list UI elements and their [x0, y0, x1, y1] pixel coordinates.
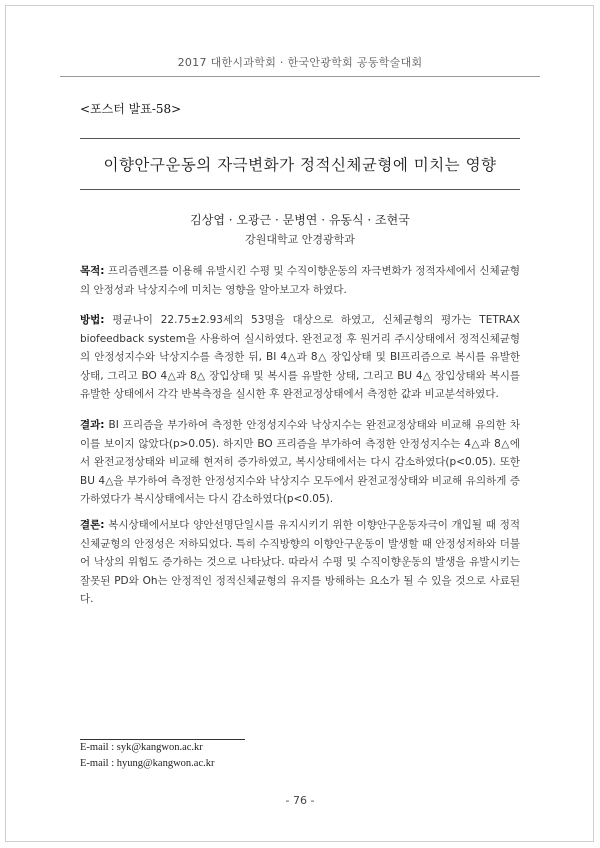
footnote-email-2: E-mail : hyung@kangwon.ac.kr	[80, 758, 215, 769]
footnote-rule	[80, 739, 245, 740]
method-label: 방법:	[80, 314, 105, 326]
page-number: - 76 -	[285, 794, 315, 807]
method-paragraph	[80, 311, 520, 404]
paper-title: 이향안구운동의 자극변화가 정적신체균형에 미치는 영향	[103, 156, 497, 174]
running-header: 2017 대한시과학회 · 한국안광학회 공동학술대회	[177, 56, 423, 69]
purpose-paragraph	[80, 262, 520, 299]
conclusion-text: 복시상태에서보다 양안선명단일시를 유지시키기 위한 이향안구운동자극이 개입될 때 정적신체균형의 안정성은 저하되었다. 특히 수직방향의 이향안구운동이 발생할 때 안정성저하와 더불어 낙상의 위험도 증가하는 것으로 나타났다. 따라서 수평 및 수직이향운동의 발생을 유발시키는 잘못된 PD와 Oh는 안정적인 정적신체균형의 유지를 방해하는 요소가 될 수 있을 것으로 사료된다.	[80, 519, 520, 606]
purpose-text: 프리즘렌즈를 이용해 유발시킨 수평 및 수직이향운동의 자극변화가 정적자세에서 신체균형의 안정성과 낙상지수에 미치는 영향을 알아보고자 하였다.	[80, 265, 520, 296]
poster-tag: <포스터 발표-58>	[80, 102, 182, 116]
conclusion-paragraph	[80, 516, 520, 609]
footnote-email-1: E-mail : syk@kangwon.ac.kr	[80, 742, 203, 753]
authors: 김상엽 · 오광근 · 문병연 · 유동식 · 조현국	[190, 213, 410, 227]
purpose-label: 목적:	[80, 265, 105, 277]
method-text: 평균나이 22.75±2.93세의 53명을 대상으로 하였고, 신체균형의 평가는 TETRAX biofeedback system을 사용하여 실시하였다. 완전교정 후 원거리 주시상태에서 정적신체균형의 안정성지수와 낙상지수를 측정한 뒤, BI 4△과 8△ 장입상태 및 BI프리즘으로 복시를 유발한 상태, 그리고 BO 4△과 8△ 장입상태 및 복시를 유발한 상태, 그리고 BU 4△ 장입상태와 복시를 유발한 상태에서 각각 반복측정을 실시한 후 완전교정상태에서 측정한 값과 비교분석하였다.	[80, 314, 520, 401]
results-label: 결과:	[80, 419, 105, 431]
conclusion-label: 결론:	[80, 519, 105, 531]
affiliation: 강원대학교 안경광학과	[245, 233, 355, 246]
results-text: BI 프리즘을 부가하여 측정한 안정성지수와 낙상지수는 완전교정상태와 비교해 유의한 차이를 보이지 않았다(p>0.05). 하지만 BO 프리즘을 부가하여 측정한 안정성지수는 4△과 8△에서 완전교정상태와 비교해 현저히 증가하였고, 복시상태에서는 다시 감소하였다(p<0.05). 또한 BU 4△을 부가하여 측정한 안정성지수와 낙상지수 모두에서 완전교정상태와 비교해 유의하게 증가하였다가 복시상태에서는 다시 감소하였다(p<0.05).	[80, 419, 520, 506]
title-box	[80, 138, 520, 190]
header-rule	[60, 76, 540, 77]
results-paragraph	[80, 416, 520, 509]
